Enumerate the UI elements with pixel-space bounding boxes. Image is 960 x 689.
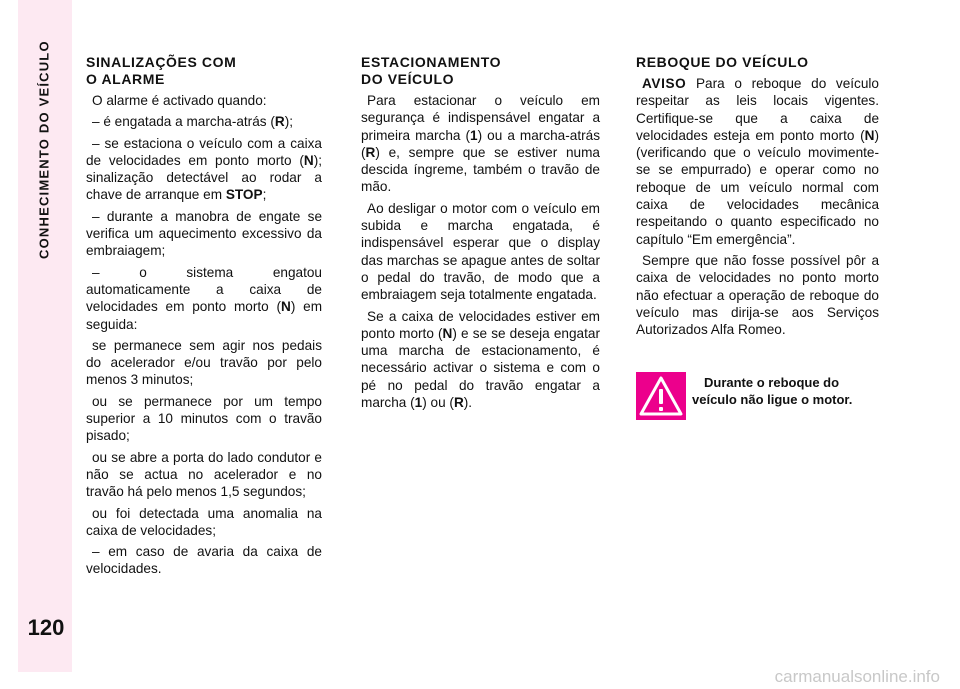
- warning-text: Durante o reboque do veículo não ligue o motor.: [692, 375, 853, 407]
- heading-alarm: SINALIZAÇÕES COM O ALARME: [86, 54, 237, 87]
- watermark: carmanualsonline.info: [774, 667, 940, 686]
- paragraph: Ao desligar o motor com o veículo em subida e marcha engatada, é indispensável esperar que o display das marchas se apague antes de soltar o pedal do travão, de modo que a embraiagem seja totalmente engatada.: [361, 200, 600, 303]
- heading-parking: ESTACIONAMENTO DO VEÍCULO: [361, 54, 502, 87]
- paragraph: – é engatada a marcha-atrás (R);: [92, 114, 294, 130]
- paragraph: se permanece sem agir nos pedais do acelerador e/ou travão por pelo menos 3 minutos;: [86, 337, 322, 388]
- paragraph: – durante a manobra de engate se verifica um aquecimento excessivo da embraiagem;: [86, 208, 322, 259]
- warning-triangle-icon: [636, 372, 686, 420]
- paragraph: Sempre que não fosse possível pôr a caixa de velocidades no ponto morto não efectuar a operação de reboque do veículo mas dirija-se aos Serviços Autorizados Alfa Romeo.: [636, 252, 879, 338]
- paragraph: O alarme é activado quando:: [92, 93, 267, 108]
- paragraph: ou se abre a porta do lado condutor e não se actua no acelerador e no travão há pelo menos 1,5 segundos;: [86, 449, 322, 500]
- paragraph: – o sistema engatou automaticamente a caixa de velocidades em ponto morto (N) em seguida:: [86, 264, 323, 332]
- section-label: CONHECIMENTO DO VEÍCULO: [36, 40, 52, 259]
- column-alarm: [86, 54, 322, 582]
- page-number: 120: [27, 615, 65, 640]
- column-towing: [636, 54, 879, 342]
- column-parking: [361, 54, 600, 415]
- aviso-label: AVISO: [642, 76, 687, 91]
- paragraph: Para estacionar o veículo em segurança é indispensável engatar a primeira marcha (1) ou a marcha-atrás (R) e, sempre que se estiver numa descida íngreme, também o travão de mão.: [361, 93, 600, 195]
- paragraph: – em caso de avaria da caixa de velocidades.: [86, 544, 322, 577]
- paragraph: Se a caixa de velocidades estiver em ponto morto (N) e se se deseja engatar uma marcha de estacionamento, é necessário activar o sistema e com o pé no pedal do travão engatar a marcha (1) ou (R).: [361, 308, 600, 411]
- warning-box: [636, 372, 879, 420]
- paragraph: ou se permanece por um tempo superior a 10 minutos com o travão pisado;: [86, 393, 322, 444]
- heading-towing: REBOQUE DO VEÍCULO: [636, 54, 809, 70]
- paragraph: ou foi detectada uma anomalia na caixa de velocidades;: [86, 505, 322, 538]
- paragraph: – se estaciona o veículo com a caixa de velocidades em ponto morto (N); sinalização detectável ao rodar a chave de arranque em STOP;: [86, 135, 322, 203]
- paragraph: AVISO Para o reboque do veículo respeitar as leis locais vigentes. Certifique-se que a caixa de velocidades esteja em ponto morto (N) (verificando que o veículo movimente-se se empurrado) e operar como no reboque de um veículo normal com caixa de velocidades mecânica respeitando o quanto especificado no capítulo “Em emergência”.: [636, 76, 879, 247]
